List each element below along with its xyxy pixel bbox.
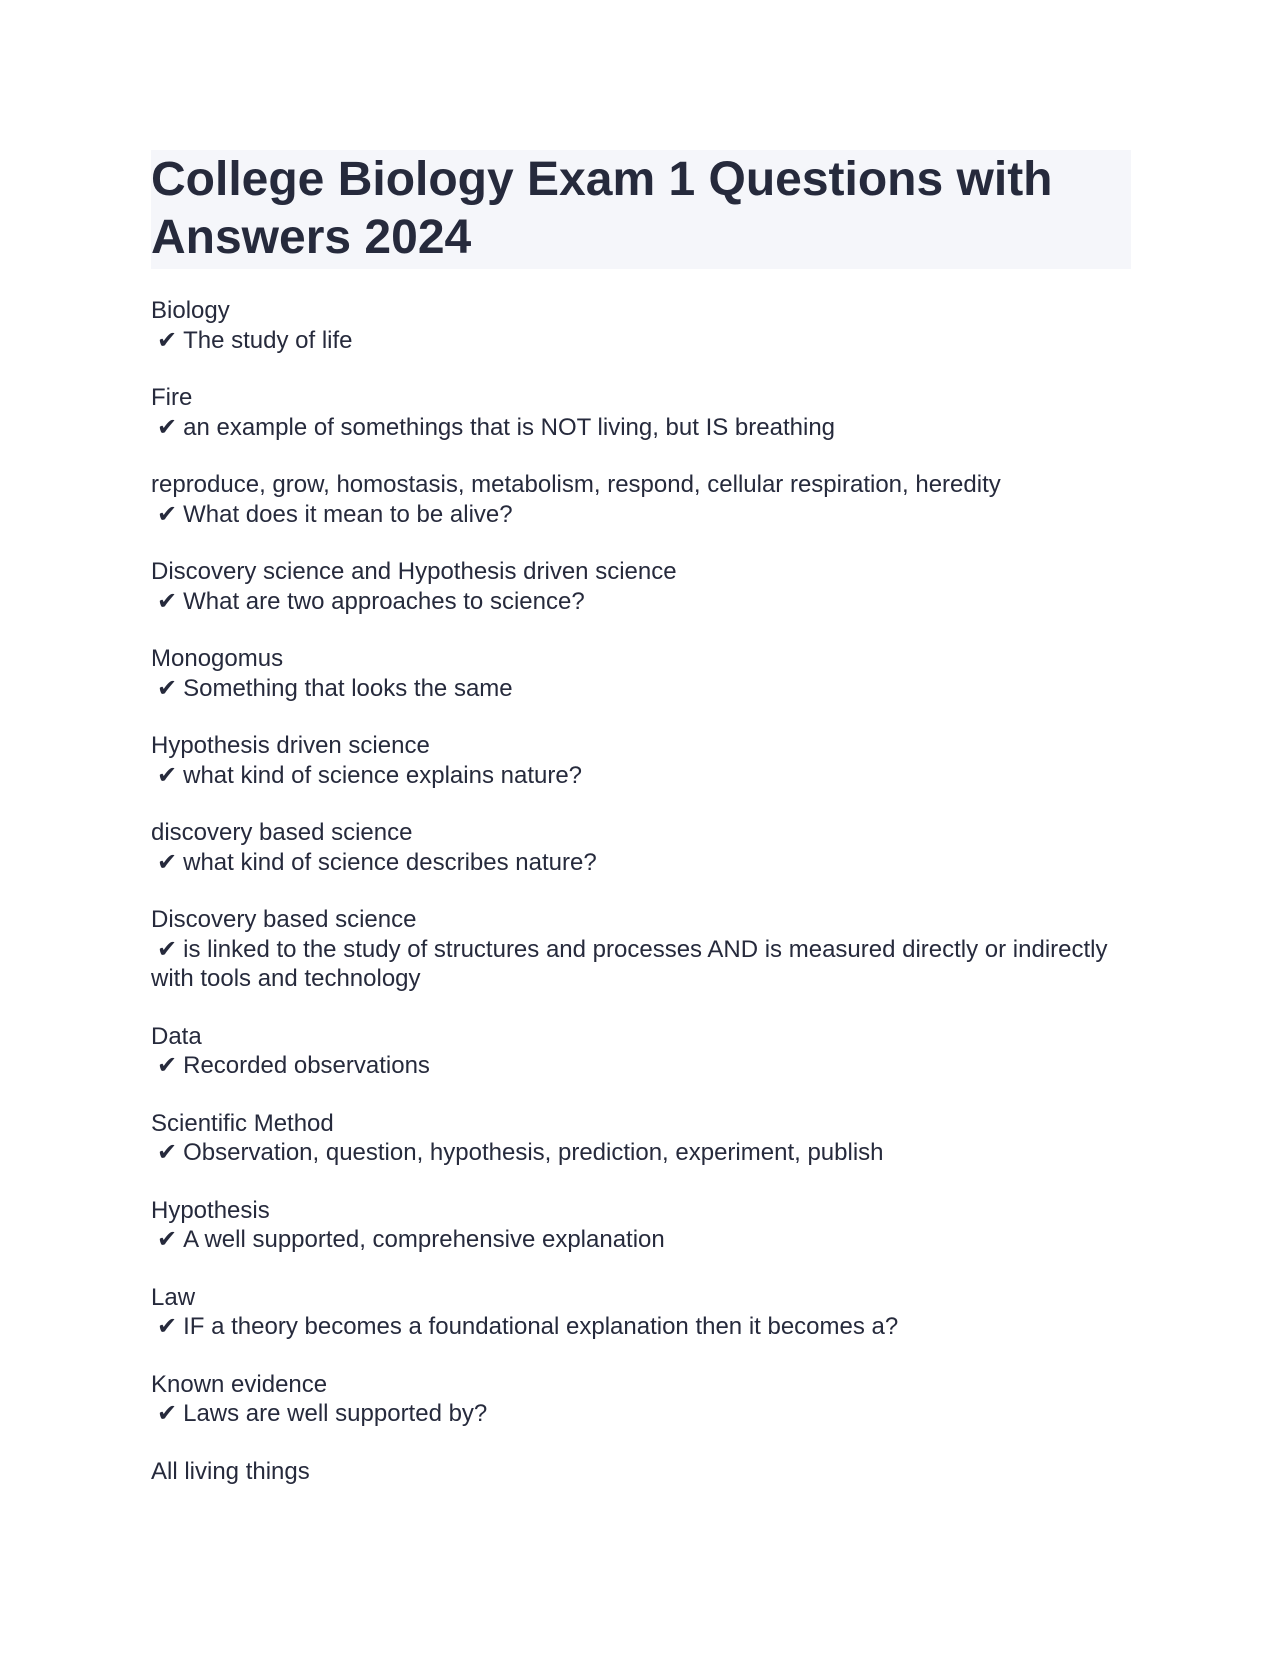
qa-entry — [151, 1022, 1131, 1081]
entry-term: All living things — [151, 1457, 310, 1485]
checkmark-icon: ✔ — [157, 1226, 178, 1253]
qa-entry — [151, 1196, 1131, 1255]
checkmark-icon: ✔ — [157, 1400, 178, 1427]
entry-answer-line — [151, 500, 1131, 530]
document-page — [151, 150, 1131, 1514]
entry-answer: is linked to the study of structures and processes AND is measured directly or indirectly with tools and technology — [151, 935, 1108, 992]
entry-term: Known evidence — [151, 1370, 328, 1398]
entry-answer-line — [151, 1399, 1131, 1429]
entry-answer-line — [151, 761, 1131, 791]
qa-entry — [151, 818, 1131, 877]
entry-term: discovery based science — [151, 819, 413, 846]
qa-entry — [151, 1457, 1131, 1487]
entry-term: Data — [151, 1022, 202, 1050]
qa-entry — [151, 1370, 1131, 1429]
checkmark-icon: ✔ — [157, 935, 178, 963]
entry-answer: Something that looks the same — [183, 674, 513, 702]
document-title: College Biology Exam 1 Questions with Answers 2024 — [151, 153, 1053, 264]
entry-answer: what kind of science describes nature? — [183, 848, 597, 876]
qa-entry — [151, 644, 1131, 703]
checkmark-icon: ✔ — [157, 1052, 178, 1079]
qa-entry — [151, 905, 1131, 994]
entry-term: Hypothesis — [151, 1196, 270, 1224]
entry-answer: Observation, question, hypothesis, prediction, experiment, publish — [183, 1139, 884, 1166]
entry-term: Discovery science and Hypothesis driven science — [151, 558, 677, 585]
qa-entry — [151, 557, 1131, 616]
entry-answer: IF a theory becomes a foundational explanation then it becomes a? — [183, 1313, 899, 1340]
entry-answer-line — [151, 674, 1131, 704]
entry-term: Fire — [151, 384, 193, 411]
qa-entry — [151, 731, 1131, 790]
checkmark-icon: ✔ — [157, 413, 178, 441]
entry-answer-line — [151, 848, 1131, 878]
entry-term: reproduce, grow, homostasis, metabolism, respond, cellular respiration, heredity — [151, 471, 1001, 498]
entry-answer: Laws are well supported by? — [183, 1400, 488, 1427]
checkmark-icon: ✔ — [157, 761, 178, 789]
entry-answer: The study of life — [183, 326, 353, 354]
entry-answer: What does it mean to be alive? — [183, 500, 513, 528]
entry-term: Law — [151, 1283, 196, 1311]
entry-answer-line — [151, 1312, 1131, 1342]
entry-answer: What are two approaches to science? — [183, 587, 585, 615]
entry-answer-line — [151, 326, 1131, 356]
qa-entry — [151, 383, 1131, 442]
qa-entry — [151, 1283, 1131, 1342]
entry-answer-line — [151, 1051, 1131, 1081]
entry-answer: A well supported, comprehensive explanation — [183, 1226, 665, 1253]
entry-term: Discovery based science — [151, 906, 417, 933]
checkmark-icon: ✔ — [157, 1139, 178, 1166]
entry-answer-line — [151, 1225, 1131, 1255]
entry-term: Hypothesis driven science — [151, 732, 430, 759]
entry-term: Monogomus — [151, 645, 284, 672]
checkmark-icon: ✔ — [157, 674, 178, 702]
entry-term: Scientific Method — [151, 1109, 334, 1137]
checkmark-icon: ✔ — [157, 587, 178, 615]
entry-answer: Recorded observations — [183, 1052, 430, 1079]
entry-term: Biology — [151, 297, 230, 324]
qa-entry — [151, 296, 1131, 355]
qa-list — [151, 296, 1131, 1486]
checkmark-icon: ✔ — [157, 500, 178, 528]
entry-answer-line — [151, 1138, 1131, 1168]
qa-entry — [151, 470, 1131, 529]
entry-answer: what kind of science explains nature? — [183, 761, 583, 789]
entry-answer-line — [151, 587, 1131, 617]
checkmark-icon: ✔ — [157, 1313, 178, 1340]
qa-entry — [151, 1109, 1131, 1168]
entry-answer-line — [151, 413, 1131, 443]
checkmark-icon: ✔ — [157, 848, 178, 876]
entry-answer-line — [151, 935, 1131, 994]
title-block — [151, 150, 1131, 269]
entry-answer: an example of somethings that is NOT living, but IS breathing — [183, 413, 836, 441]
checkmark-icon: ✔ — [157, 326, 178, 354]
